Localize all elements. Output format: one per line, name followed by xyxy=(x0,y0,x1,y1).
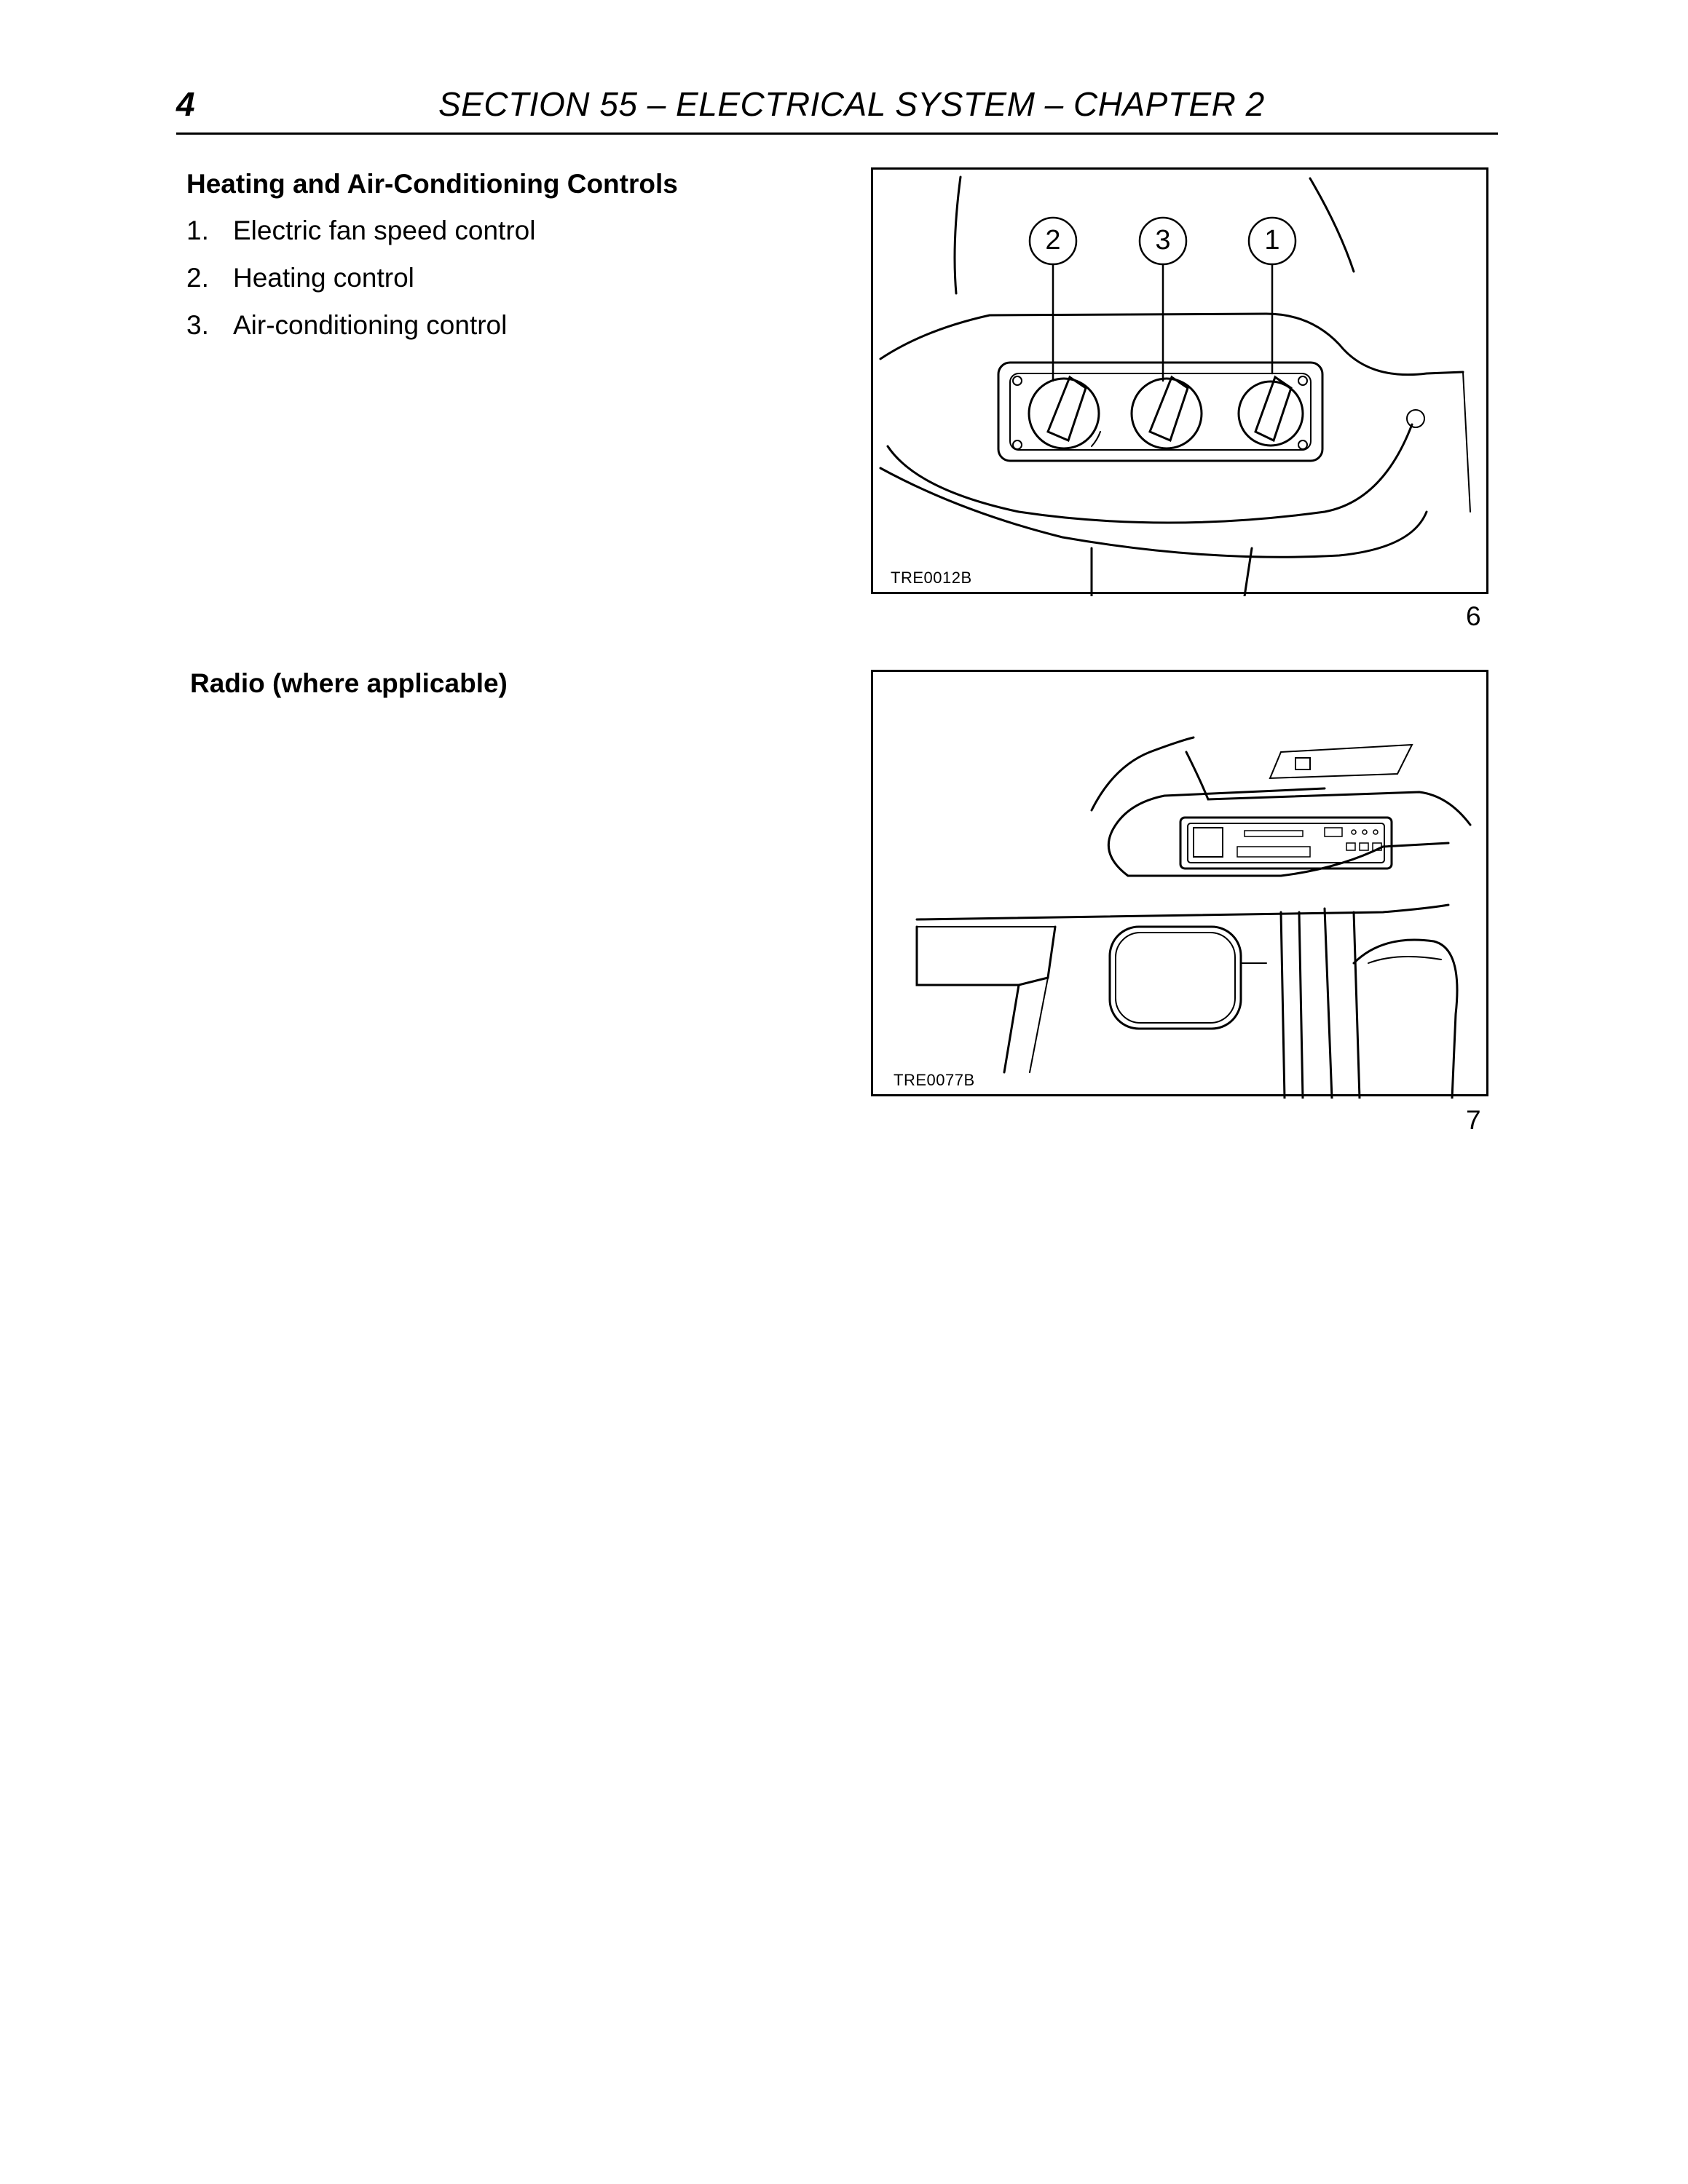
list-item-text: Air-conditioning control xyxy=(233,310,508,340)
figure-7-radio xyxy=(871,670,1488,1096)
list-item-text: Electric fan speed control xyxy=(233,215,536,245)
list-item-number: 2. xyxy=(186,263,209,293)
hvac-control-illustration xyxy=(873,170,1491,596)
callout-1: 1 xyxy=(1264,225,1280,256)
figure-number: 6 xyxy=(1466,601,1481,631)
heating-controls-heading: Heating and Air-Conditioning Controls xyxy=(186,169,678,199)
section-title: SECTION 55 – ELECTRICAL SYSTEM – CHAPTER 2 xyxy=(438,85,1265,123)
list-item-number: 1. xyxy=(186,215,209,245)
callout-3: 3 xyxy=(1155,225,1171,256)
figure-code: TRE0077B xyxy=(894,1071,975,1089)
radio-illustration xyxy=(873,672,1491,1099)
list-item-number: 3. xyxy=(186,310,209,340)
figure-6-hvac-controls xyxy=(871,167,1488,594)
callout-2: 2 xyxy=(1045,225,1061,256)
figure-code: TRE0012B xyxy=(891,569,972,587)
list-item-text: Heating control xyxy=(233,263,414,293)
page-number: 4 xyxy=(176,85,195,123)
radio-heading: Radio (where applicable) xyxy=(190,668,508,698)
page-header xyxy=(176,82,1498,135)
figure-number: 7 xyxy=(1466,1105,1481,1135)
